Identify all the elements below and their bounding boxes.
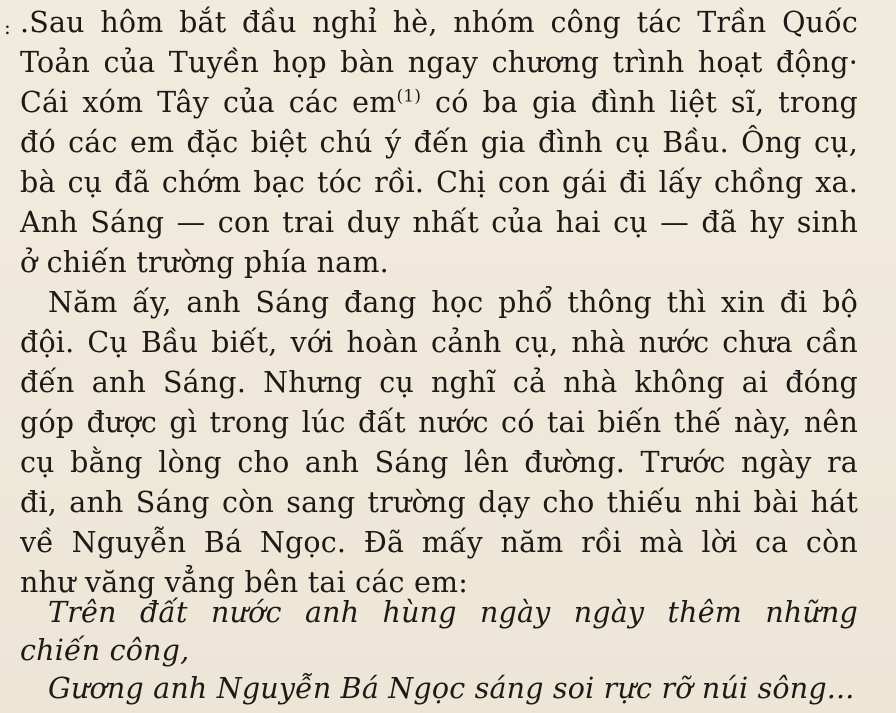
text-line: đi, anh Sáng còn sang trường dạy cho thiếu nhi bài hát [20, 486, 858, 519]
text-line: ở chiến trường phía nam. [20, 246, 389, 279]
text-line: bà cụ đã chớm bạc tóc rồi. Chị con gái đi lấy chồng xa. [20, 166, 858, 199]
verse-line: Gương anh Nguyễn Bá Ngọc sáng soi rực rỡ núi sông... [48, 672, 855, 705]
text-line: đó các em đặc biệt chú ý đến gia đình cụ Bầu. Ông cụ, [20, 126, 858, 159]
text-line: .Sau hôm bắt đầu nghỉ hè, nhóm công tác Trần Quốc [20, 6, 858, 39]
text-segment: có ba gia đình liệt sĩ, trong [421, 86, 859, 119]
text-line: đến anh Sáng. Nhưng cụ nghĩ cả nhà không ai đóng [20, 366, 858, 399]
verse-line: Trên đất nước anh hùng ngày ngày thêm những [48, 596, 858, 629]
verse-line: chiến công, [20, 634, 190, 667]
text-line [20, 86, 858, 120]
margin-mark: : [4, 15, 11, 39]
text-line: về Nguyễn Bá Ngọc. Đã mấy năm rồi mà lời ca còn [20, 526, 858, 559]
text-line: góp được gì trong lúc đất nước có tai biến thế này, nên [20, 406, 858, 439]
text-line: như văng vẳng bên tai các em: [20, 566, 469, 599]
text-line: đội. Cụ Bầu biết, với hoàn cảnh cụ, nhà nước chưa cần [20, 326, 858, 359]
footnote-marker: (1) [396, 86, 422, 107]
text-line: Năm ấy, anh Sáng đang học phổ thông thì xin đi bộ [48, 286, 858, 319]
text-segment: Cái xóm Tây của các em [20, 86, 397, 119]
text-line: Toản của Tuyền họp bàn ngay chương trình hoạt động· [20, 46, 858, 79]
text-line: Anh Sáng — con trai duy nhất của hai cụ — đã hy sinh [20, 206, 858, 239]
text-line: cụ bằng lòng cho anh Sáng lên đường. Trước ngày ra [20, 446, 858, 479]
